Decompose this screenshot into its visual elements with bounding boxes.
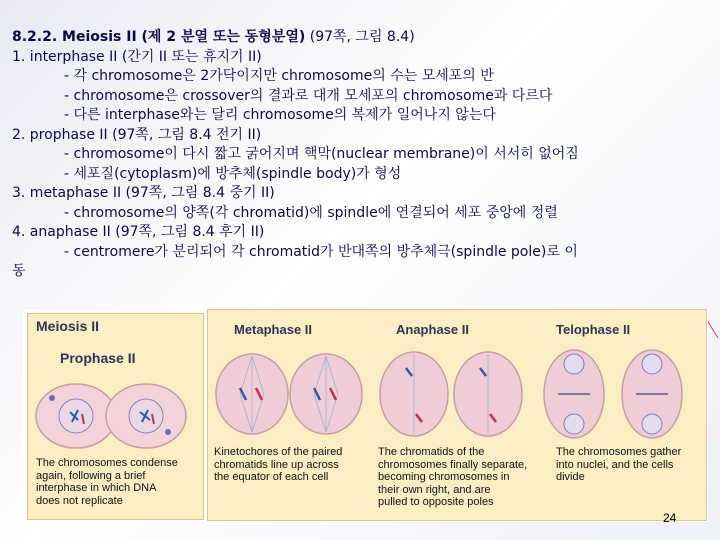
caption-line: chromatids line up across [214,458,339,471]
caption-line: the equator of each cell [214,471,329,483]
caption-line: their own right, and are [378,483,491,496]
anaphase-label: Anaphase II [396,322,469,337]
page-number: 24 [663,511,677,525]
caption-line: into nuclei, and the cells [556,458,674,471]
metaphase-cells [210,342,370,442]
bullet-line: 4. anaphase II (97쪽, 그림 8.4 후기 II) [12,224,265,240]
bullet-line: - 각 chromosome은 2가닥이지만 chromosome의 수는 모세포의 반 [64,68,494,84]
metaphase-label: Metaphase II [234,322,313,337]
bullet-line: - 다른 interphase와는 달리 chromosome의 복제가 일어나지 않는다 [64,107,496,123]
prophase-cells [28,374,203,454]
bullet-line: - 세포질(cytoplasm)에 방추체(spindle body)가 형성 [64,165,402,182]
caption-line: The chromosomes gather [556,446,682,458]
meiosis-label: Meiosis II [36,318,100,334]
caption-line: divide [556,471,585,483]
caption-line: Kinetochores of the paired [214,446,343,458]
bullet-line: - centromere가 분리되어 각 chromatid가 반대쪽의 방추체극(spindle pole)로 이 [64,243,578,260]
caption-line: again, following a brief [36,469,146,482]
caption-line: does not replicate [36,494,123,507]
slide-title [12,28,712,48]
bullet-line: 1. interphase II (간기 II 또는 휴지기 II) [12,48,262,65]
slide-body [12,28,712,282]
metaphase-caption [214,446,342,484]
caption-line: becoming chromosomes in [378,471,510,483]
prophase-panel [27,313,204,520]
prophase-caption [36,457,178,507]
caption-line: The chromosomes condense [36,457,178,469]
bullet-line: - chromosome이 다시 짧고 굵어지며 핵막(nuclear membrane)이 서서히 없어짐 [64,146,579,162]
anaphase-cells [374,342,534,442]
title-bold: 8.2.2. Meiosis II (제 2 분열 또는 동형분열) [12,29,306,45]
stages-panel [207,309,707,521]
bullet-line: 동 [12,263,26,279]
caption-line: interphase in which DNA [36,482,157,494]
meiosis-figure [23,309,708,522]
prophase-label: Prophase II [60,350,136,366]
caption-line: chromosomes finally separate, [378,458,528,471]
caption-line: The chromatids of the [378,446,485,458]
telophase-caption [556,446,681,484]
bullet-line: - chromosome은 crossover의 결과로 대개 모세포의 chromosome과 다르다 [64,87,553,104]
telophase-cells [538,342,703,442]
telophase-label: Telophase II [556,322,631,337]
anaphase-caption [378,446,527,509]
bullet-line: 3. metaphase II (97쪽, 그림 8.4 중기 II) [12,185,275,201]
title-reference: (97쪽, 그림 8.4) [305,29,415,45]
bullet-line: 2. prophase II (97쪽, 그림 8.4 전기 II) [12,126,262,143]
bullet-line: - chromosome의 양쪽(각 chromatid)에 spindle에 연결되어 세포 중앙에 정렬 [64,204,558,221]
caption-line: pulled to opposite poles [378,496,494,508]
